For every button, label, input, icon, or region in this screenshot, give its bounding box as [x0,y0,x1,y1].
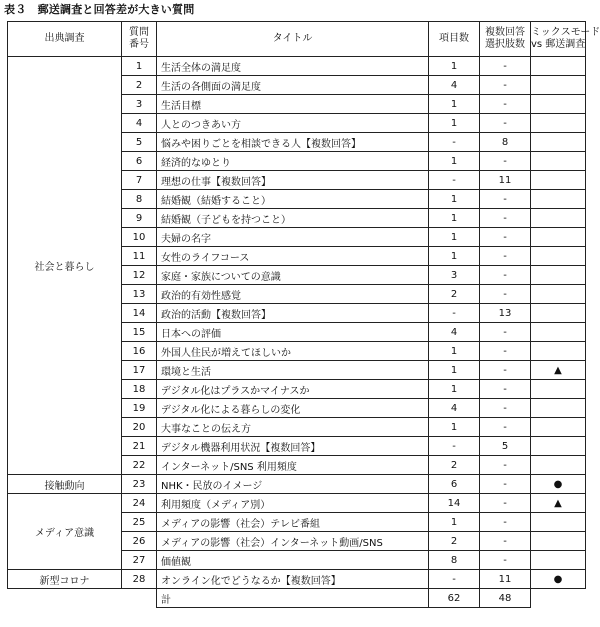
question-number-cell: 24 [122,494,157,513]
multiple-choice-count-cell: 5 [480,437,531,456]
source-survey-cell: 社会と暮らし [8,57,122,475]
question-title-cell: 大事なことの伝え方 [157,418,429,437]
mixed-mode-difference-cell [531,190,586,209]
question-title-cell: 政治的活動【複数回答】 [157,304,429,323]
question-title-cell: 利用頻度（メディア別） [157,494,429,513]
question-title-cell: オンライン化でどうなるか【複数回答】 [157,570,429,589]
question-number-cell: 8 [122,190,157,209]
question-title-cell: 環境と生活 [157,361,429,380]
item-count-cell: 2 [429,456,480,475]
question-number-cell: 10 [122,228,157,247]
table-caption: 表３ 郵送調査と回答差が大きい質問 [4,3,195,16]
multiple-choice-count-cell: - [480,456,531,475]
question-number-cell: 28 [122,570,157,589]
item-count-cell: 1 [429,361,480,380]
mixed-mode-difference-cell [531,551,586,570]
question-number-cell: 15 [122,323,157,342]
multiple-choice-count-cell: - [480,57,531,76]
multiple-choice-count-cell: - [480,114,531,133]
item-count-cell: 1 [429,228,480,247]
question-number-cell: 26 [122,532,157,551]
question-number-cell: 25 [122,513,157,532]
mixed-mode-difference-cell [531,513,586,532]
question-title-cell: 結婚観（結婚すること） [157,190,429,209]
mixed-mode-difference-cell [531,304,586,323]
mixed-mode-difference-cell [531,133,586,152]
mixed-mode-difference-cell [531,342,586,361]
header-multiple-choice [480,22,531,57]
question-title-cell: 政治的有効性感覚 [157,285,429,304]
multiple-choice-count-cell: - [480,190,531,209]
item-count-cell: - [429,570,480,589]
question-number-cell: 23 [122,475,157,494]
question-title-cell: 家庭・家族についての意識 [157,266,429,285]
question-title-cell: 生活目標 [157,95,429,114]
source-survey-cell: 新型コロナ [8,570,122,589]
question-title-cell: 生活全体の満足度 [157,57,429,76]
header-mixed-mode-line1: ミックスモード [531,27,600,38]
question-title-cell: 経済的なゆとり [157,152,429,171]
header-mixed-mode-line2: vs 郵送調査 [531,39,586,50]
item-count-cell: 1 [429,418,480,437]
mixed-mode-difference-cell [531,266,586,285]
mixed-mode-difference-cell [531,247,586,266]
question-number-cell: 21 [122,437,157,456]
total-label-cell: 計 [157,589,429,608]
question-number-cell: 22 [122,456,157,475]
question-number-cell: 18 [122,380,157,399]
total-row-spacer [8,589,157,608]
mixed-mode-difference-cell: ▲ [531,494,586,513]
multiple-choice-count-cell: - [480,380,531,399]
item-count-cell: 2 [429,532,480,551]
question-number-cell: 11 [122,247,157,266]
item-count-cell: 2 [429,285,480,304]
header-source: 出典調査 [8,22,122,57]
table-row [8,57,586,76]
question-title-cell: インターネット/SNS 利用頻度 [157,456,429,475]
item-count-cell: 1 [429,152,480,171]
question-number-cell: 3 [122,95,157,114]
question-number-cell: 5 [122,133,157,152]
table-row [8,475,586,494]
question-number-cell: 27 [122,551,157,570]
item-count-cell: 1 [429,342,480,361]
header-item-count: 項目数 [429,22,480,57]
mixed-mode-difference-cell [531,95,586,114]
mixed-mode-difference-cell [531,152,586,171]
header-question-number-line1: 質問 [129,27,149,38]
mixed-mode-difference-cell [531,209,586,228]
multiple-choice-count-cell: - [480,342,531,361]
question-number-cell: 1 [122,57,157,76]
item-count-cell: - [429,171,480,190]
source-survey-cell: メディア意識 [8,494,122,570]
question-title-cell: 日本への評価 [157,323,429,342]
header-multiple-choice-line1: 複数回答 [485,27,525,38]
question-number-cell: 19 [122,399,157,418]
multiple-choice-count-cell: - [480,152,531,171]
multiple-choice-count-cell: - [480,247,531,266]
multiple-choice-count-cell: - [480,532,531,551]
multiple-choice-count-cell: - [480,361,531,380]
survey-question-table [7,21,600,608]
item-count-cell: 1 [429,57,480,76]
multiple-choice-count-cell: 11 [480,570,531,589]
multiple-choice-count-cell: - [480,266,531,285]
table-row [8,494,586,513]
item-count-cell: - [429,437,480,456]
mixed-mode-difference-cell [531,285,586,304]
question-title-cell: デジタル機器利用状況【複数回答】 [157,437,429,456]
mixed-mode-difference-cell: ● [531,570,586,589]
question-title-cell: NHK・民放のイメージ [157,475,429,494]
question-title-cell: 生活の各側面の満足度 [157,76,429,95]
total-row-spacer-right [531,589,586,608]
question-number-cell: 2 [122,76,157,95]
mixed-mode-difference-cell [531,57,586,76]
header-question-number [122,22,157,57]
total-item-count-cell: 62 [429,589,480,608]
question-title-cell: メディアの影響（社会）テレビ番組 [157,513,429,532]
question-title-cell: デジタル化による暮らしの変化 [157,399,429,418]
question-number-cell: 13 [122,285,157,304]
question-title-cell: 価値観 [157,551,429,570]
item-count-cell: 1 [429,513,480,532]
multiple-choice-count-cell: - [480,228,531,247]
question-number-cell: 6 [122,152,157,171]
mixed-mode-difference-cell [531,380,586,399]
mixed-mode-difference-cell: ● [531,475,586,494]
header-title: タイトル [157,22,429,57]
mixed-mode-difference-cell [531,76,586,95]
multiple-choice-count-cell: - [480,209,531,228]
item-count-cell: - [429,133,480,152]
multiple-choice-count-cell: 8 [480,133,531,152]
question-title-cell: 悩みや困りごとを相談できる人【複数回答】 [157,133,429,152]
header-multiple-choice-line2: 選択肢数 [485,39,525,50]
mixed-mode-difference-cell [531,437,586,456]
question-number-cell: 17 [122,361,157,380]
multiple-choice-count-cell: 11 [480,171,531,190]
question-number-cell: 16 [122,342,157,361]
item-count-cell: 4 [429,76,480,95]
question-number-cell: 7 [122,171,157,190]
mixed-mode-difference-cell [531,228,586,247]
mixed-mode-difference-cell [531,418,586,437]
question-title-cell: 女性のライフコース [157,247,429,266]
mixed-mode-difference-cell [531,323,586,342]
question-number-cell: 9 [122,209,157,228]
question-number-cell: 14 [122,304,157,323]
item-count-cell: 8 [429,551,480,570]
header-question-number-line2: 番号 [129,39,149,50]
total-multiple-choice-cell: 48 [480,589,531,608]
total-row [8,589,586,608]
multiple-choice-count-cell: - [480,76,531,95]
item-count-cell: 1 [429,247,480,266]
multiple-choice-count-cell: 13 [480,304,531,323]
multiple-choice-count-cell: - [480,494,531,513]
mixed-mode-difference-cell [531,456,586,475]
item-count-cell: 1 [429,209,480,228]
multiple-choice-count-cell: - [480,513,531,532]
multiple-choice-count-cell: - [480,323,531,342]
multiple-choice-count-cell: - [480,95,531,114]
mixed-mode-difference-cell [531,114,586,133]
multiple-choice-count-cell: - [480,475,531,494]
multiple-choice-count-cell: - [480,399,531,418]
item-count-cell: 4 [429,323,480,342]
question-title-cell: メディアの影響（社会）インターネット動画/SNS [157,532,429,551]
item-count-cell: 3 [429,266,480,285]
multiple-choice-count-cell: - [480,551,531,570]
item-count-cell: 6 [429,475,480,494]
item-count-cell: 1 [429,114,480,133]
multiple-choice-count-cell: - [480,418,531,437]
header-row [8,22,586,57]
item-count-cell: 1 [429,190,480,209]
table-body [8,57,586,608]
item-count-cell: 14 [429,494,480,513]
mixed-mode-difference-cell [531,171,586,190]
question-title-cell: 理想の仕事【複数回答】 [157,171,429,190]
table-row [8,570,586,589]
question-number-cell: 20 [122,418,157,437]
mixed-mode-difference-cell [531,532,586,551]
multiple-choice-count-cell: - [480,285,531,304]
question-title-cell: 外国人住民が増えてほしいか [157,342,429,361]
item-count-cell: 1 [429,380,480,399]
question-number-cell: 4 [122,114,157,133]
question-title-cell: 人とのつきあい方 [157,114,429,133]
mixed-mode-difference-cell [531,399,586,418]
item-count-cell: 1 [429,95,480,114]
mixed-mode-difference-cell: ▲ [531,361,586,380]
item-count-cell: - [429,304,480,323]
source-survey-cell: 接触動向 [8,475,122,494]
question-title-cell: デジタル化はプラスかマイナスか [157,380,429,399]
header-mixed-mode [531,22,600,57]
question-title-cell: 夫婦の名字 [157,228,429,247]
question-title-cell: 結婚観（子どもを持つこと） [157,209,429,228]
question-number-cell: 12 [122,266,157,285]
item-count-cell: 4 [429,399,480,418]
